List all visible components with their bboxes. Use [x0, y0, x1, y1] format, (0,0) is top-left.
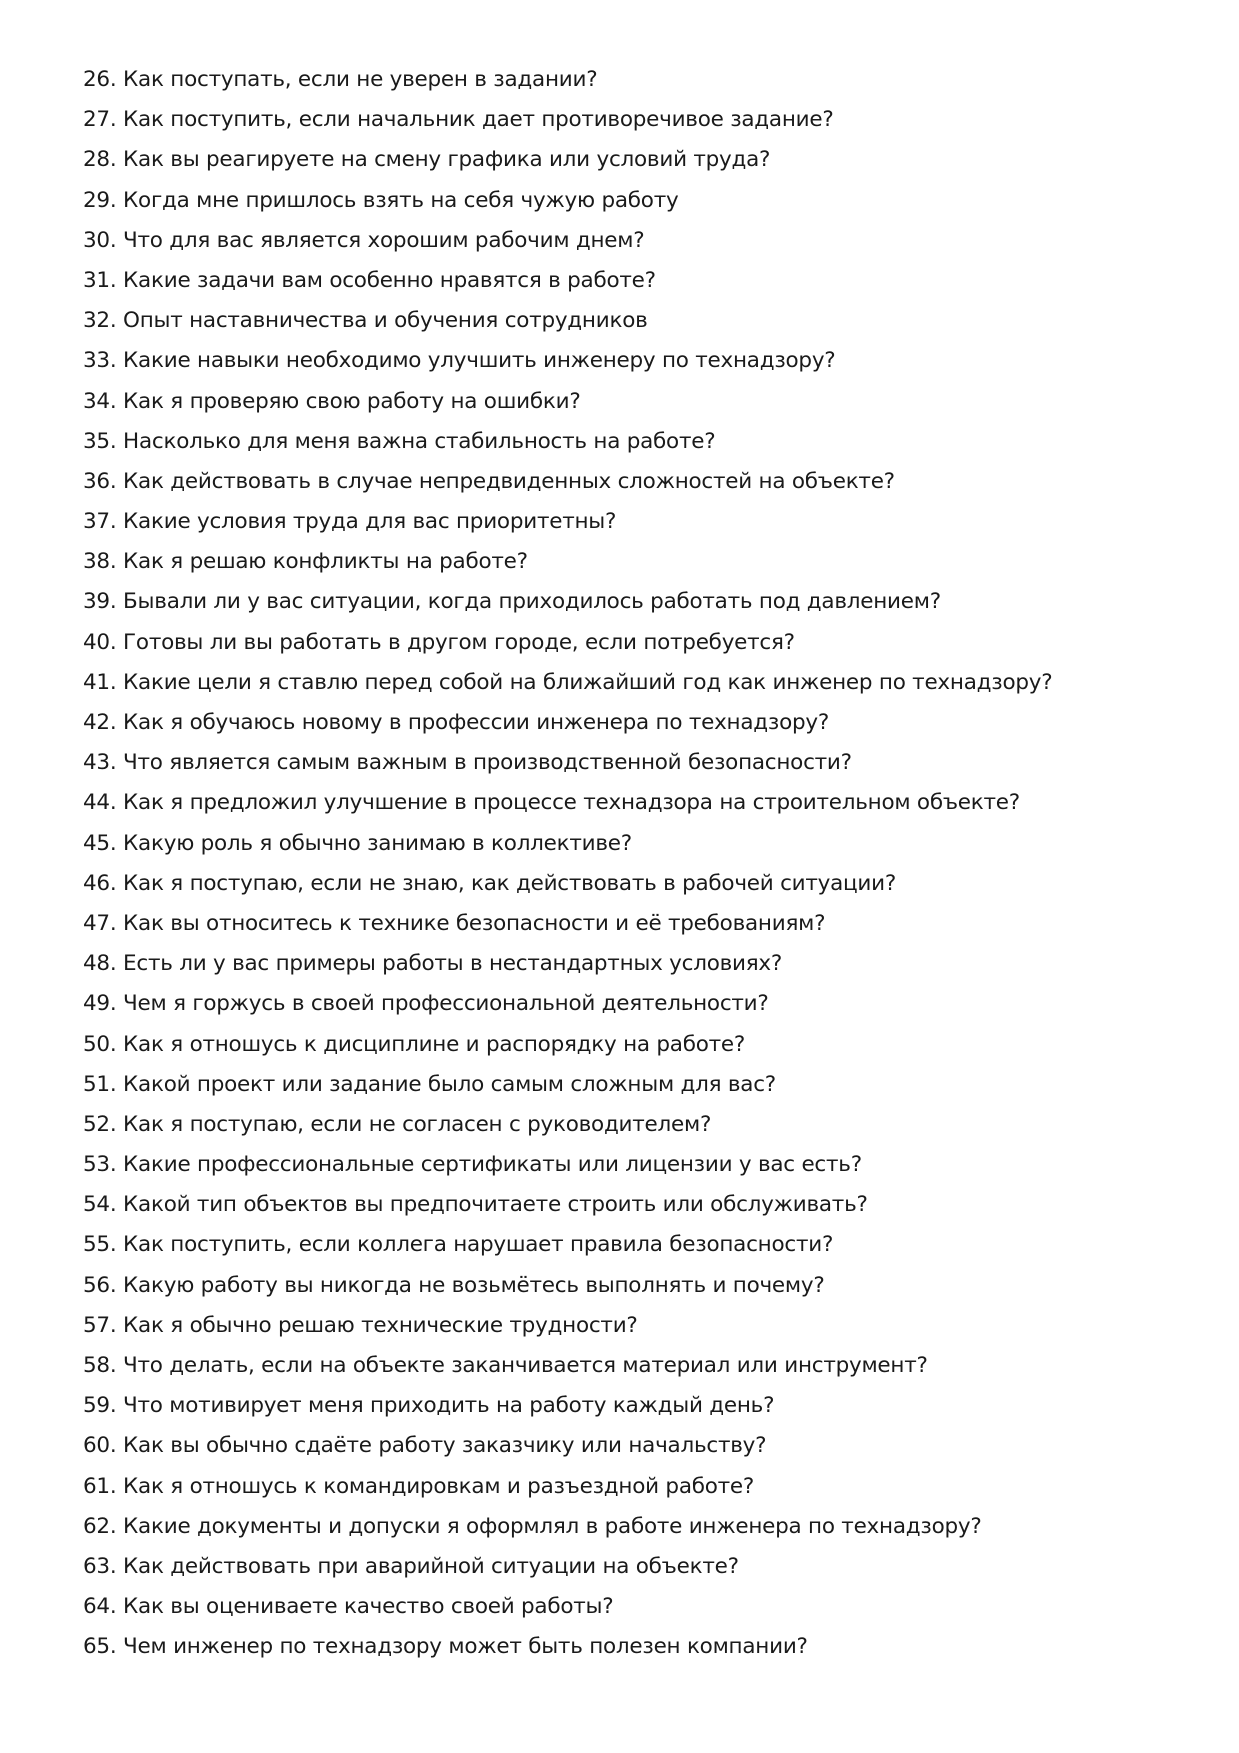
question-text: Готовы ли вы работать в другом городе, если потребуется? [123, 629, 795, 655]
list-item [83, 261, 1052, 301]
list-item [83, 824, 1052, 864]
question-number: 39. [83, 589, 117, 615]
question-text: Какой тип объектов вы предпочитаете строить или обслуживать? [123, 1192, 868, 1218]
question-number: 32. [83, 308, 117, 334]
question-text: Какие документы и допуски я оформлял в работе инженера по технадзору? [123, 1513, 982, 1539]
question-number: 53. [83, 1152, 117, 1178]
question-number: 36. [83, 468, 117, 494]
question-text: Что для вас является хорошим рабочим днем? [123, 227, 645, 253]
question-text: Бывали ли у вас ситуации, когда приходилось работать под давлением? [123, 589, 941, 615]
question-text: Как действовать при аварийной ситуации на объекте? [123, 1553, 739, 1579]
question-text: Как поступать, если не уверен в задании? [123, 67, 598, 92]
list-item [83, 1346, 1052, 1386]
list-item [83, 1467, 1052, 1507]
question-text: Опыт наставничества и обучения сотрудников [123, 308, 648, 334]
question-text: Как я проверяю свою работу на ошибки? [123, 388, 581, 414]
question-text: Как я поступаю, если не согласен с руководителем? [123, 1111, 712, 1137]
list-item [83, 382, 1052, 422]
question-number: 61. [83, 1473, 117, 1499]
question-text: Чем инженер по технадзору может быть полезен компании? [123, 1634, 808, 1660]
question-text: Как вы оцениваете качество своей работы? [123, 1594, 614, 1620]
question-text: Как поступить, если начальник дает противоречивое задание? [123, 107, 834, 133]
list-item [83, 1587, 1052, 1627]
list-item [83, 301, 1052, 341]
question-text: Какую работу вы никогда не возьмётесь выполнять и почему? [123, 1272, 825, 1298]
list-item [83, 140, 1052, 180]
list-item [83, 743, 1052, 783]
list-item [83, 1225, 1052, 1265]
question-number: 60. [83, 1433, 117, 1459]
question-number: 28. [83, 147, 117, 173]
list-item [83, 1065, 1052, 1105]
question-number: 44. [83, 790, 117, 816]
list-item [83, 703, 1052, 743]
question-text: Как поступить, если коллега нарушает правила безопасности? [123, 1232, 834, 1258]
list-item [83, 341, 1052, 381]
question-text: Чем я горжусь в своей профессиональной деятельности? [123, 991, 769, 1017]
question-text: Есть ли у вас примеры работы в нестандартных условиях? [123, 951, 783, 977]
list-item [83, 221, 1052, 261]
question-number: 33. [83, 348, 117, 374]
question-text: Какой проект или задание было самым сложным для вас? [123, 1071, 776, 1097]
question-text: Какую роль я обычно занимаю в коллективе? [123, 830, 632, 856]
question-number: 31. [83, 267, 117, 293]
question-list [83, 60, 1052, 1668]
question-text: Как вы реагируете на смену графика или условий труда? [123, 147, 771, 173]
list-item [83, 60, 1052, 100]
list-item [83, 422, 1052, 462]
question-number: 41. [83, 669, 117, 695]
question-text: Как действовать в случае непредвиденных сложностей на объекте? [123, 468, 895, 494]
list-item [83, 1547, 1052, 1587]
question-number: 34. [83, 388, 117, 414]
list-item [83, 1386, 1052, 1426]
list-item [83, 623, 1052, 663]
question-text: Как я обычно решаю технические трудности? [123, 1312, 638, 1338]
question-number: 37. [83, 509, 117, 535]
question-number: 64. [83, 1594, 117, 1620]
question-number: 45. [83, 830, 117, 856]
question-number: 42. [83, 710, 117, 735]
question-text: Как я решаю конфликты на работе? [123, 549, 528, 575]
list-item [83, 1306, 1052, 1346]
question-number: 58. [83, 1353, 117, 1378]
question-number: 47. [83, 910, 117, 936]
question-number: 50. [83, 1031, 117, 1057]
list-item [83, 1266, 1052, 1306]
question-number: 48. [83, 951, 117, 977]
list-item [83, 1627, 1052, 1667]
question-text: Какие задачи вам особенно нравятся в работе? [123, 267, 656, 293]
question-text: Какие условия труда для вас приоритетны? [123, 509, 617, 535]
question-text: Что мотивирует меня приходить на работу каждый день? [123, 1393, 775, 1419]
list-item [83, 1507, 1052, 1547]
question-number: 62. [83, 1513, 117, 1539]
question-number: 40. [83, 629, 117, 655]
list-item [83, 542, 1052, 582]
question-number: 29. [83, 187, 117, 213]
list-item [83, 1185, 1052, 1225]
question-number: 26. [83, 67, 117, 92]
list-item [83, 462, 1052, 502]
question-number: 54. [83, 1192, 117, 1218]
list-item [83, 944, 1052, 984]
list-item [83, 582, 1052, 622]
question-number: 65. [83, 1634, 117, 1660]
list-item [83, 1145, 1052, 1185]
question-number: 49. [83, 991, 117, 1017]
question-text: Как я предложил улучшение в процессе технадзора на строительном объекте? [123, 790, 1020, 816]
question-text: Как вы относитесь к технике безопасности и её требованиям? [123, 910, 826, 936]
question-text: Насколько для меня важна стабильность на работе? [123, 428, 716, 454]
question-text: Как вы обычно сдаёте работу заказчику или начальству? [123, 1433, 767, 1459]
question-text: Что делать, если на объекте заканчивается материал или инструмент? [123, 1353, 928, 1378]
question-number: 30. [83, 227, 117, 253]
question-text: Как я обучаюсь новому в профессии инженера по технадзору? [123, 710, 830, 735]
question-text: Как я отношусь к командировкам и разъездной работе? [123, 1473, 755, 1499]
question-number: 35. [83, 428, 117, 454]
list-item [83, 1105, 1052, 1145]
question-number: 46. [83, 870, 117, 896]
question-number: 57. [83, 1312, 117, 1338]
question-text: Что является самым важным в производственной безопасности? [123, 750, 852, 776]
list-item [83, 100, 1052, 140]
list-item [83, 1025, 1052, 1065]
question-text: Какие профессиональные сертификаты или лицензии у вас есть? [123, 1152, 862, 1178]
question-number: 59. [83, 1393, 117, 1419]
question-text: Как я поступаю, если не знаю, как действовать в рабочей ситуации? [123, 870, 897, 896]
question-number: 56. [83, 1272, 117, 1298]
list-item [83, 663, 1052, 703]
list-item [83, 864, 1052, 904]
question-number: 38. [83, 549, 117, 575]
question-text: Как я отношусь к дисциплине и распорядку на работе? [123, 1031, 746, 1057]
question-text: Когда мне пришлось взять на себя чужую работу [123, 187, 679, 213]
question-text: Какие цели я ставлю перед собой на ближайший год как инженер по технадзору? [123, 669, 1053, 695]
list-item [83, 904, 1052, 944]
question-number: 43. [83, 750, 117, 776]
list-item [83, 502, 1052, 542]
list-item [83, 984, 1052, 1024]
list-item [83, 783, 1052, 823]
question-number: 52. [83, 1111, 117, 1137]
list-item [83, 181, 1052, 221]
list-item [83, 1426, 1052, 1466]
question-number: 27. [83, 107, 117, 133]
question-number: 51. [83, 1071, 117, 1097]
question-number: 63. [83, 1553, 117, 1579]
question-number: 55. [83, 1232, 117, 1258]
question-text: Какие навыки необходимо улучшить инженеру по технадзору? [123, 348, 836, 374]
